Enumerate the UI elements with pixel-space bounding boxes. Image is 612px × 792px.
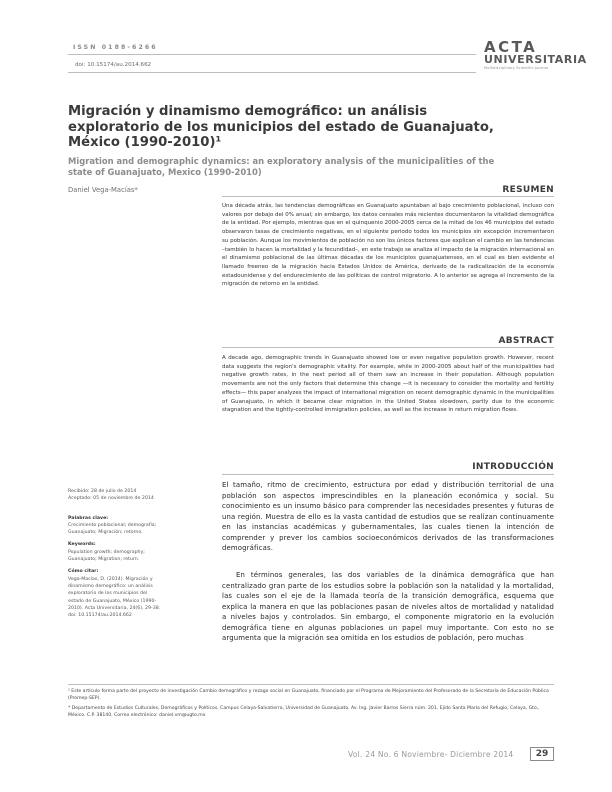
resumen-rule: [222, 196, 554, 197]
resumen-text: Una década atrás, las tendencias demográficas en Guanajuato apuntaban al bajo crecimiento poblacional, incluso con valores por debajo del 0% anual; sin embargo, los datos censales más recientes documentaron la vitalidad demográfica de la entidad. Por ejemplo, mientras que en el quinquenio 2000-2005 cerca de la mitad de los 46 municipios del estado observaron tasas de crecimiento negativas, en el siguiente periodo todos los municipios sin excepción incrementaron su población. Aunque los movimientos de población no son los únicos factores que explican el cambio en las tendencias –también lo hacen la mortalidad y la fecundidad–, en este trabajo se analiza el impacto de la migración internacional en el dinamismo poblacional de las últimas décadas de los municipios guanajuatenses, en el cual es bien evidente el llamado freeneo de la migración hacia Estados Unidos de América, derivado de la radicalización de la economía estadounidense y del endurecimiento de las políticas de control migratorio. A lo anterior se agrega el incremento de la migración de retorno en la entidad.: [222, 203, 554, 288]
resumen-heading: RESUMEN: [502, 185, 554, 195]
abstract-rule: [222, 347, 554, 348]
cite-heading: Cómo citar:: [68, 569, 99, 575]
article-title: Migración y dinamismo demográfico: un análisis exploratorio de los municipios del estado de Guanajuato, México (1990-2010)¹: [68, 104, 494, 150]
logo-tag: Multidisciplinary Scientific Journal: [484, 66, 549, 70]
keywords-es-heading: Palabras clave:: [68, 515, 109, 521]
abstract-text: A decade ago, demographic trends in Guanajuato showed low or even negative population growth. However, recent data suggests the region's demographic vitality. For example, while in 2000-2005 about half of the municipalities had negative growth rates, in the next period all of them saw an increase in their population. Although population movements are not the only factors that determine this change —it is necessary to consider the mortality and fertility effects— this paper analyzes the impact of international migration on recent demographic dynamic in the municipalities of Guanajuato, in which it became clear migration in the United States slowdown, partly due to the economic stagnation and the tightly-controlled immigration policies, as well as the increase in return migration flows.: [222, 355, 554, 414]
accepted-date: Aceptado: 05 de noviembre de 2014: [68, 496, 154, 502]
cite-text: Vega-Macías, D. (2014). Migración y dinamismo demográfico: un análisis exploratorio de los municipios del estado de Guanajuato, México (1990-2010). Acta Universitaria, 24(6), 29-38. doi: 10.15174/au.2014.662: [68, 576, 161, 619]
intro-rule: [222, 474, 554, 475]
author: Daniel Vega-Macías*: [68, 186, 138, 194]
sidebar: [68, 488, 164, 619]
keywords-en-heading: Keywords:: [68, 542, 96, 548]
header-rule-bottom: [68, 72, 476, 73]
article-subtitle: Migration and demographic dynamics: an exploratory analysis of the municipalities of the state of Guanajuato, Mexico (1990-2010): [68, 156, 495, 177]
issn: ISSN 0188-6266: [73, 44, 158, 51]
footnote-rule: [68, 684, 554, 685]
intro-paragraph-1: [222, 480, 554, 554]
footnote-2: * Departamento de Estudios Culturales, Demográficos y Políticos, Campus Celaya-Salvatierra, Universidad de Guanajuato. Av. Ing. Javier Barros Sierra núm. 201, Ejido Santa María del Refugio, Celaya, Gto., México. C.P. 38140. Correo electrónico: daniel.vm@ugto.mx: [68, 706, 540, 719]
footnote-1: ¹ Este artículo forma parte del proyecto de investigación Cambio demográfico y rezago social en Guanajuato, financiado por el Programa de Mejoramiento del Profesorado de la Secretaría de Educación Pública (Promep-SEP).: [68, 689, 549, 702]
page-number: 29: [530, 747, 554, 761]
intro-paragraph-2: [222, 570, 554, 644]
abstract-heading: ABSTRACT: [498, 336, 554, 346]
logo-top: ACTA: [484, 38, 538, 56]
intro-p2-text: En términos generales, las dos variables de la dinámica demográfica que han centralizado gran parte de los estudios sobre la población son la natalidad y la mortalidad, las cuales son el eje de la llamada teoría de la transición demográfica, esquema que explica la manera en que las poblaciones pasan de niveles altos de mortalidad y natalidad a niveles bajos y controlados. Sin embargo, el componente migratorio en la evolución demográfica tiene en algunas poblaciones un papel muy importante. Con esto no se argumenta que la migración sea omitida en los estudios de población, pero muchas: [222, 571, 554, 642]
doi[interactable]: doi: 10.15174/au.2014.662: [75, 62, 152, 68]
header-rule-top: [68, 54, 476, 55]
journal-logo: [484, 38, 587, 70]
received-date: Recibido: 28 de julio de 2014: [68, 489, 137, 494]
intro-p1-text: El tamaño, ritmo de crecimiento, estructura por edad y distribución territorial de una población son aspectos imprescindibles en la planeación económica y social. Su conocimiento es un insumo básico para comprender las necesidades presentes y futuras de una región. Muestra de ello es la vasta cantidad de estudios que se realizan continuamente en las instancias académicas y gubernamentales, las cuales tienen la intención de comprender y prever los cambios socioeconómicos derivados de las transformaciones demográficas.: [222, 481, 554, 552]
keywords-es: Crecimiento poblacional; demografía; Guanajuato; Migración; retorno.: [68, 522, 157, 536]
keywords-en: Population growth; demography; Guanajuato; Migration; return.: [68, 549, 145, 563]
intro-heading: INTRODUCCIÓN: [472, 462, 554, 472]
logo-main: UNIVERSITARIA: [484, 53, 587, 66]
issue-info: Vol. 24 No. 6 Noviembre- Diciembre 2014: [348, 750, 514, 759]
